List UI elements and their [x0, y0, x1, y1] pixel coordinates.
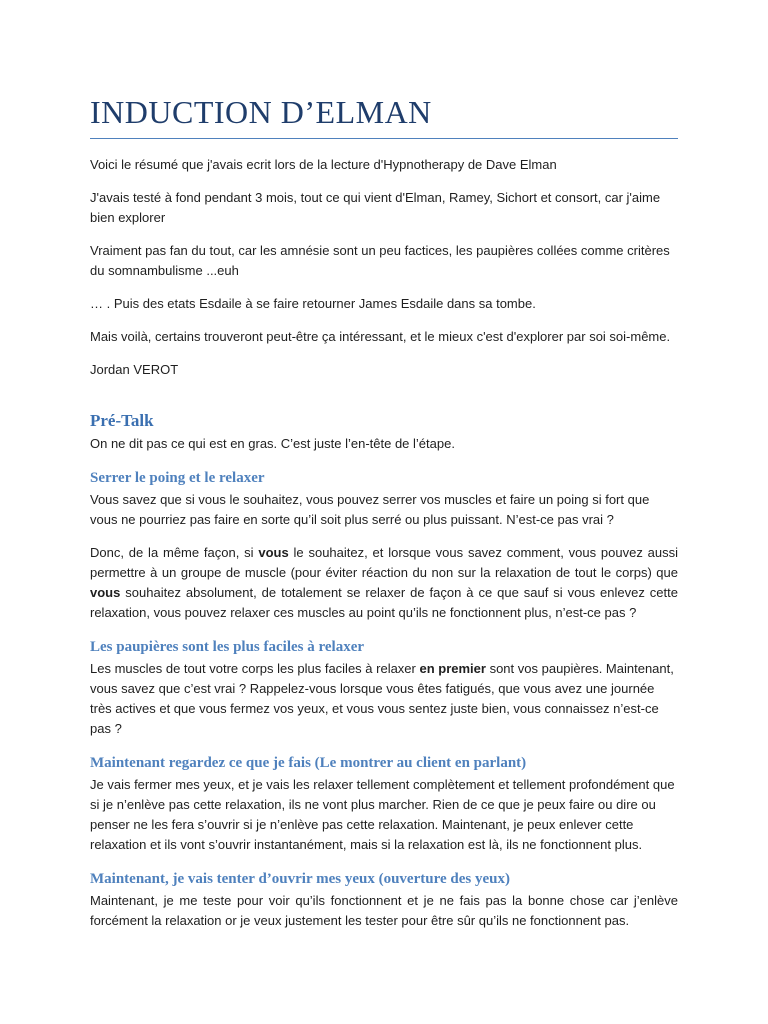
section-heading-open-eyes: Maintenant, je vais tenter d’ouvrir mes yeux (ouverture des yeux): [90, 871, 510, 887]
document-content: [90, 92, 678, 944]
section-heading-demonstration: Maintenant regardez ce que je fais (Le montrer au client en parlant): [90, 755, 527, 771]
text-run: souhaitez absolument, de totalement se relaxer de façon à ce que sauf si vous enlevez cette relaxation, vous pouvez relaxer ces muscles au point qu’ils ne fonctionnent plus, n’est-ce pas ?: [90, 585, 678, 620]
pretalk-note: On ne dit pas ce qui est en gras. C’est juste l’en-tête de l’étape.: [90, 436, 455, 451]
section-demonstration-paragraph: Je vais fermer mes yeux, et je vais les relaxer tellement complètement et tellement profondément que si je n’enlève pas cette relaxation, ils ne vont plus marcher. Rien de ce que je peux faire ou dire ou penser ne les fera s’ouvrir si je n’enlève pas cette relaxation. Maintenant, je peux enlever cette relaxation et ils vont s’ouvrir instantanément, mais si la relaxation est là, ils ne fonctionnent plus.: [90, 777, 675, 852]
section-eyelids-paragraph: [90, 659, 678, 739]
text-run: sont vos paupières. Maintenant, vous savez que c’est vrai ? Rappelez-vous lorsque vous êtes fatigués, que vous avez une journée très actives et que vous fermez vos yeux, et vous vous sentez juste bien, vous connaissez n’est-ce pas ?: [90, 661, 674, 736]
author-signature: Jordan VEROT: [90, 362, 179, 377]
bold-text: vous: [90, 585, 121, 600]
intro-paragraph-5: Mais voilà, certains trouveront peut-être ça intéressant, et le mieux c'est d'explorer par soi soi-même.: [90, 329, 671, 344]
intro-paragraph-4: … . Puis des etats Esdaile à se faire retourner James Esdaile dans sa tombe.: [90, 296, 536, 311]
text-run: Donc, de la même façon, si: [90, 545, 259, 560]
section-heading-eyelids: Les paupières sont les plus faciles à relaxer: [90, 639, 365, 655]
intro-paragraph-1: Voici le résumé que j'avais ecrit lors de la lecture d'Hypnotherapy de Dave Elman: [90, 157, 557, 172]
title-divider: [90, 138, 678, 139]
section-heading-fist: Serrer le poing et le relaxer: [90, 470, 265, 486]
intro-paragraph-2: J'avais testé à fond pendant 3 mois, tout ce qui vient d'Elman, Ramey, Sichort et consort, car j'aime bien explorer: [90, 190, 661, 225]
section-fist-paragraph-2: [90, 543, 678, 623]
intro-paragraph-3: Vraiment pas fan du tout, car les amnésie sont un peu factices, les paupières collées comme critères du somnambulisme ...euh: [90, 243, 670, 278]
bold-text: vous: [258, 545, 289, 560]
section-fist-paragraph-1: Vous savez que si vous le souhaitez, vous pouvez serrer vos muscles et faire un poing si fort que vous ne pourriez pas faire en sorte qu’il soit plus serré ou plus puissant. N’est-ce pas vrai ?: [90, 492, 650, 527]
text-run: Les muscles de tout votre corps les plus faciles à relaxer: [90, 661, 420, 676]
document-title: INDUCTION D’ELMAN: [90, 94, 432, 130]
section-open-eyes-paragraph: Maintenant, je me teste pour voir qu’ils fonctionnent et je ne fais pas la bonne chose car j’enlève forcément la relaxation or je veux justement les tester pour être sûr qu’ils ne fonctionnent pas.: [90, 893, 678, 928]
bold-text: en premier: [419, 661, 486, 676]
text-run: le souhaitez, et lorsque vous savez comment, vous pouvez aussi permettre à un groupe de muscle (pour éviter réaction du non sur la relaxation de tout le corps) que: [90, 545, 678, 580]
pretalk-heading: Pré-Talk: [90, 411, 154, 430]
